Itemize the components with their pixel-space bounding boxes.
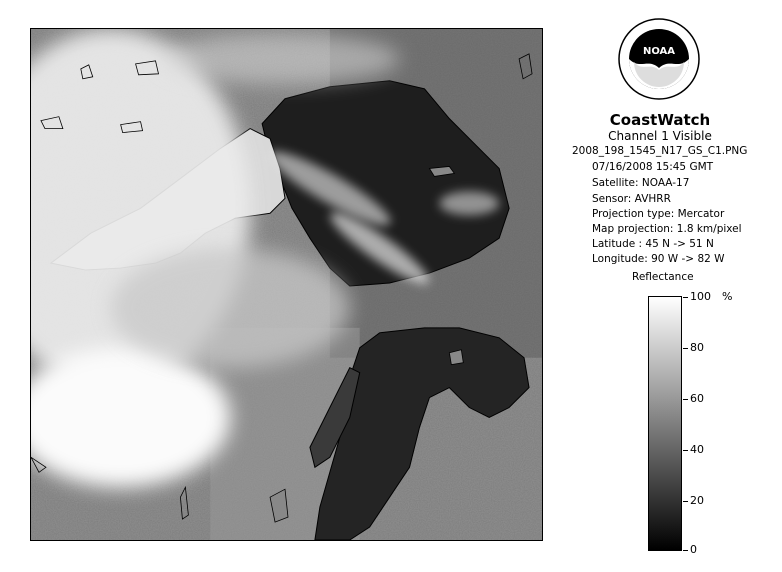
noaa-logo-text: NOAA	[642, 46, 676, 57]
satellite-image	[30, 28, 543, 541]
legend-tick-label: 80	[690, 341, 704, 354]
reflectance-colorbar	[648, 296, 682, 551]
sensor-name: Sensor: AVHRR	[592, 193, 671, 205]
legend-tick	[683, 550, 688, 551]
product-title: CoastWatch	[609, 111, 711, 129]
map-projection: Map projection: 1.8 km/pixel	[592, 223, 742, 235]
legend-tick	[683, 297, 688, 298]
cloud-band-central	[111, 248, 350, 368]
satellite-name: Satellite: NOAA-17	[592, 177, 690, 189]
file-name: 2008_198_1545_N17_GS_C1.PNG	[572, 145, 748, 157]
channel-name: Channel 1 Visible	[608, 129, 712, 143]
latitude-range: Latitude : 45 N -> 51 N	[592, 238, 714, 250]
legend-tick	[683, 450, 688, 451]
cloud-north	[160, 34, 399, 84]
legend-unit: %	[722, 290, 733, 303]
legend-tick	[683, 399, 688, 400]
legend-tick-label: 0	[690, 543, 697, 556]
date-time: 07/16/2008 15:45 GMT	[592, 161, 714, 173]
longitude-range: Longitude: 90 W -> 82 W	[592, 253, 725, 265]
island-outline	[449, 350, 463, 365]
satellite-map	[31, 29, 542, 540]
legend-title: Reflectance	[632, 271, 694, 283]
legend-tick-label: 40	[690, 443, 704, 456]
noaa-logo	[618, 18, 700, 100]
legend-tick	[683, 501, 688, 502]
legend-tick-label: 20	[690, 494, 704, 507]
projection-type: Projection type: Mercator	[592, 208, 725, 220]
legend-tick-label: 60	[690, 392, 704, 405]
legend-tick	[683, 348, 688, 349]
legend-tick-label: 100	[690, 290, 711, 303]
cloud-streak-3	[439, 191, 499, 215]
